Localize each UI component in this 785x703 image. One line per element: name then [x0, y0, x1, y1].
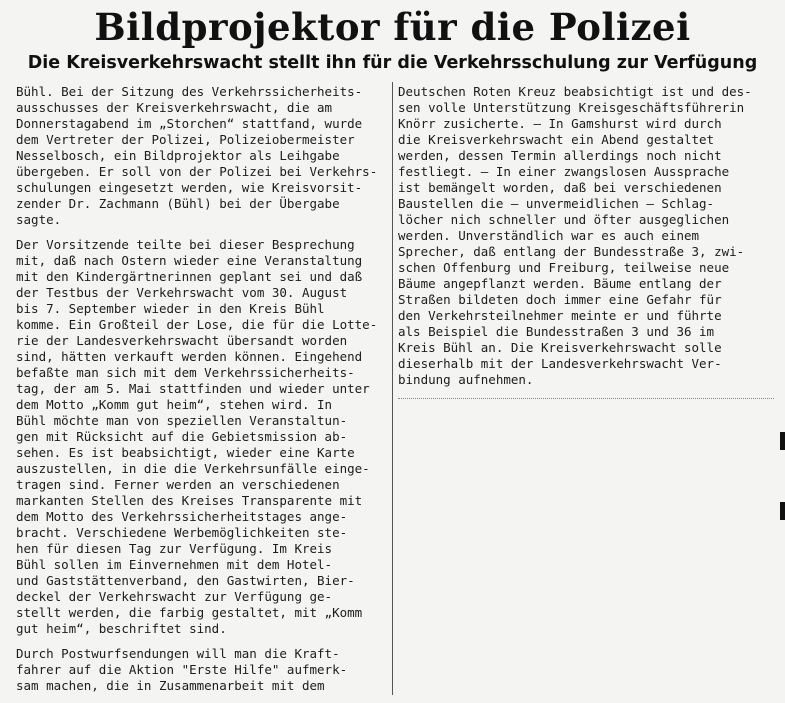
text-line: und Gaststättenverband, den Gastwirten, Bier- [16, 573, 355, 588]
text-line: Durch Postwurfsendungen will man die Kraft- [16, 646, 340, 661]
text-line: rie der Landesverkehrswacht übersandt worden [16, 333, 348, 348]
text-line: sam machen, die in Zusammenarbeit mit dem [16, 678, 325, 693]
text-line: auszustellen, in die die Verkehrsunfälle einge- [16, 461, 370, 476]
text-line: sehen. Es ist beabsichtigt, wieder eine Karte [16, 445, 355, 460]
text-line: bindung aufnehmen. [398, 372, 534, 387]
text-line: sagte. [16, 212, 62, 227]
paragraph [16, 237, 388, 637]
text-line: dem Vertreter der Polizei, Polizeiobermeister [16, 132, 355, 147]
text-line: stellt werden, die farbig gestaltet, mit „Komm [16, 605, 363, 620]
edge-mark [780, 502, 785, 520]
text-line: gut heim“, beschriftet sind. [16, 621, 227, 636]
text-line: sind, hätten verkauft werden können. Eingehend [16, 349, 363, 364]
text-line: Bühl möchte man von speziellen Veranstaltun- [16, 413, 348, 428]
edge-mark [780, 432, 785, 450]
text-line: mit, daß nach Ostern wieder eine Veranstaltung [16, 253, 363, 268]
text-line: Sprecher, daß entlang der Bundesstraße 3, zwi- [398, 244, 745, 259]
text-line: dem Motto des Verkehrssicherheitstages ange- [16, 509, 348, 524]
article-end-rule [398, 398, 774, 400]
text-line: bis 7. September wieder in den Kreis Bühl [16, 301, 325, 316]
right-text-column [398, 84, 773, 397]
text-line: schen Offenburg und Freiburg, teilweise neue [398, 260, 730, 275]
text-line: befaßte man sich mit dem Verkehrssicherheits- [16, 365, 355, 380]
text-line: hen für diesen Tag zur Verfügung. Im Kreis [16, 541, 333, 556]
text-line: dieserhalb mit der Landesverkehrswacht Ver- [398, 356, 722, 371]
article-headline: Bildprojektor für die Polizei [94, 5, 691, 49]
text-line: Knörr zusicherte. — In Gamshurst wird durch [398, 116, 722, 131]
column-divider [392, 82, 393, 695]
text-line: Baustellen die — unvermeidlichen — Schlag- [398, 196, 715, 211]
text-line: Bäume angepflanzt werden. Bäume entlang der [398, 276, 722, 291]
text-line: Donnerstagabend im „Storchen“ stattfand, wurde [16, 116, 363, 131]
text-line: Bühl. Bei der Sitzung des Verkehrssicherheits- [16, 84, 363, 99]
text-line: zender Dr. Zachmann (Bühl) bei der Übergabe [16, 196, 340, 211]
text-line: fahrer auf die Aktion "Erste Hilfe" aufmerk- [16, 662, 348, 677]
text-line: komme. Ein Großteil der Lose, die für die Lotte- [16, 317, 378, 332]
text-line: den Verkehrsteilnehmer meinte er und führte [398, 308, 722, 323]
left-text-column [16, 84, 388, 703]
paragraph [16, 646, 388, 694]
text-line: tragen sind. Ferner werden an verschiedenen [16, 477, 340, 492]
paragraph [398, 84, 773, 388]
text-line: übergeben. Er soll von der Polizei bei Verkehrs- [16, 164, 378, 179]
text-line: markanten Stellen des Kreises Transparente mit [16, 493, 363, 508]
text-line: Nesselbosch, ein Bildprojektor als Leihgabe [16, 148, 340, 163]
text-line: deckel der Verkehrswacht zur Verfügung ge- [16, 589, 333, 604]
text-line: mit den Kindergärtnerinnen geplant sei und daß [16, 269, 363, 284]
text-line: ist bemängelt worden, daß bei verschiedenen [398, 180, 722, 195]
text-line: als Beispiel die Bundesstraßen 3 und 36 im [398, 324, 715, 339]
text-line: Straßen bildeten doch immer eine Gefahr für [398, 292, 722, 307]
text-line: schulungen eingesetzt werden, wie Kreisvorsit- [16, 180, 363, 195]
article-subheadline: Die Kreisverkehrswacht stellt ihn für die Verkehrsschulung zur Verfügung [27, 53, 758, 73]
text-line: löcher nich schneller und öfter ausgeglichen [398, 212, 730, 227]
paragraph [16, 84, 388, 228]
text-line: Bühl sollen im Einvernehmen mit dem Hotel- [16, 557, 333, 572]
text-line: dem Motto „Komm gut heim“, stehen wird. In [16, 397, 333, 412]
text-line: der Testbus der Verkehrswacht vom 30. August [16, 285, 348, 300]
text-line: tag, der am 5. Mai stattfinden und wieder unter [16, 381, 370, 396]
text-line: festliegt. — In einer zwangslosen Aussprache [398, 164, 730, 179]
text-line: bracht. Verschiedene Werbemöglichkeiten ste- [16, 525, 348, 540]
text-line: Der Vorsitzende teilte bei dieser Besprechung [16, 237, 355, 252]
text-line: die Kreisverkehrswacht ein Abend gestaltet [398, 132, 715, 147]
text-line: Kreis Bühl an. Die Kreisverkehrswacht solle [398, 340, 722, 355]
text-line: werden. Unverständlich war es auch einem [398, 228, 700, 243]
text-line: Deutschen Roten Kreuz beabsichtigt ist und des- [398, 84, 752, 99]
text-line: sen volle Unterstützung Kreisgeschäftsführerin [398, 100, 745, 115]
text-line: werden, dessen Termin allerdings noch nicht [398, 148, 722, 163]
text-line: gen mit Rücksicht auf die Gebietsmission ab- [16, 429, 348, 444]
text-line: ausschusses der Kreisverkehrswacht, die am [16, 100, 333, 115]
